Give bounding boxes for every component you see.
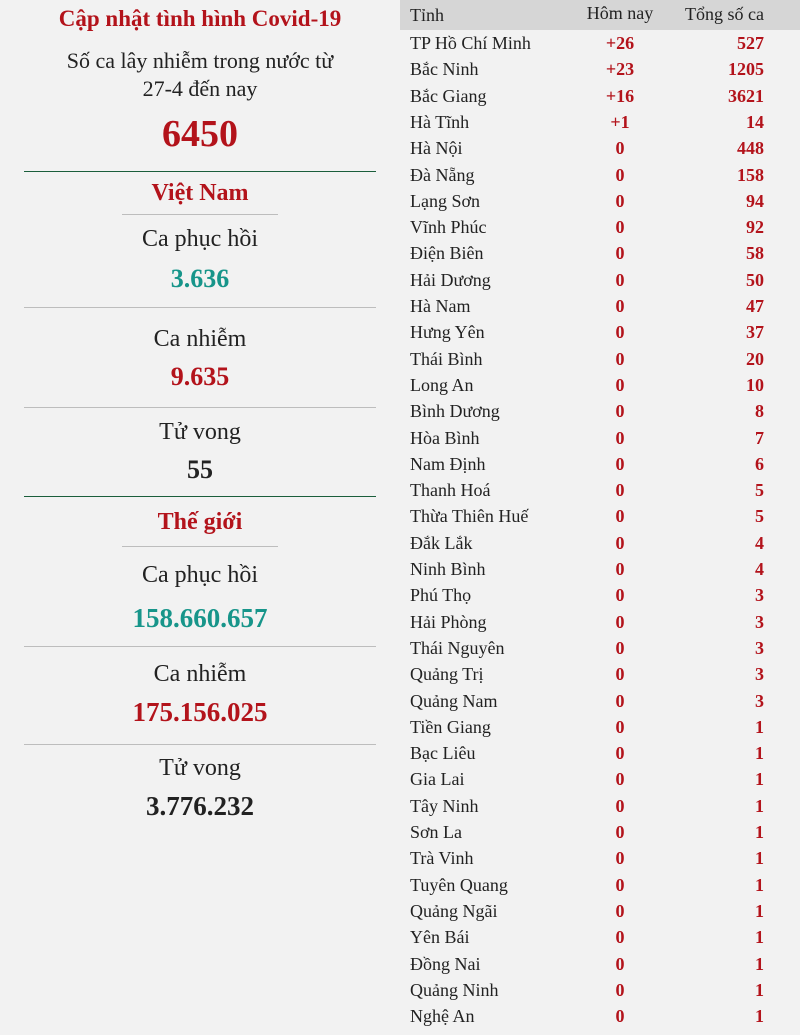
divider [24, 171, 376, 172]
province-name: Sơn La [410, 822, 463, 842]
table-body [400, 0, 800, 1035]
divider [122, 546, 278, 547]
province-name: Bắc Giang [410, 85, 487, 106]
panel-title: Cập nhật tình hình Covid-19 [58, 6, 342, 31]
total-cases: 3 [755, 690, 764, 711]
today-cases: 0 [615, 348, 625, 369]
province-name: TP Hồ Chí Minh [410, 33, 531, 53]
table-row [400, 767, 800, 793]
table-row [400, 873, 800, 899]
table-row [400, 978, 800, 1004]
total-cases: 6 [755, 453, 764, 474]
total-cases: 1 [755, 927, 764, 948]
header-today: Hôm nay [586, 3, 654, 23]
total-cases: 3 [755, 664, 764, 685]
table-row [400, 347, 800, 373]
province-name: Hải Phòng [410, 611, 487, 632]
world-recovered-value: 158.660.657 [132, 603, 268, 633]
total-cases: 158 [737, 164, 764, 185]
today-cases: 0 [615, 743, 625, 764]
today-cases: +26 [605, 33, 635, 53]
today-cases: 0 [615, 953, 625, 974]
total-cases: 94 [746, 190, 764, 211]
province-name: Hưng Yên [410, 322, 485, 343]
today-cases: 0 [615, 374, 625, 395]
today-cases: 0 [615, 190, 625, 211]
total-cases: 8 [755, 401, 764, 422]
table-row [400, 610, 800, 636]
vn-recovered-label: Ca phục hồi [142, 226, 258, 252]
today-cases: 0 [615, 164, 625, 185]
table-row [400, 294, 800, 320]
world-deaths-label: Tử vong [159, 755, 241, 781]
province-name: Quảng Ninh [410, 979, 499, 1000]
divider [24, 744, 376, 745]
total-cases: 10 [746, 374, 764, 395]
today-cases: 0 [615, 1006, 625, 1027]
total-cases: 448 [737, 138, 764, 159]
province-name: Tây Ninh [410, 795, 479, 816]
province-name: Thái Bình [410, 348, 483, 369]
today-cases: 0 [615, 138, 625, 159]
province-name: Hà Nam [410, 296, 471, 316]
total-cases: 58 [746, 243, 764, 264]
table-row [400, 163, 800, 189]
today-cases: +23 [605, 59, 635, 80]
divider [24, 307, 376, 308]
province-name: Quảng Nam [410, 690, 498, 711]
today-cases: 0 [615, 716, 625, 737]
province-name: Hải Dương [410, 269, 491, 290]
table-row [400, 189, 800, 215]
province-name: Gia Lai [410, 769, 465, 790]
province-name: Tuyên Quang [410, 874, 508, 895]
divider [24, 646, 376, 647]
table-row [400, 636, 800, 662]
province-name: Đà Nẵng [410, 164, 475, 185]
table-row [400, 84, 800, 110]
today-cases: 0 [615, 243, 625, 264]
vietnam-heading: Việt Nam [151, 180, 249, 206]
table-row [400, 241, 800, 267]
province-name: Bạc Liêu [410, 743, 476, 764]
today-cases: 0 [615, 979, 625, 1000]
divider [24, 407, 376, 408]
total-cases: 47 [746, 296, 764, 316]
total-cases: 4 [755, 559, 764, 579]
province-name: Hà Nội [410, 138, 463, 159]
today-cases: 0 [615, 690, 625, 711]
table-row [400, 504, 800, 530]
today-cases: 0 [615, 217, 625, 238]
world-recovered-label: Ca phục hồi [142, 562, 258, 588]
today-cases: 0 [615, 427, 625, 448]
province-name: Yên Bái [410, 927, 470, 948]
total-cases: 50 [746, 269, 764, 290]
total-cases: 1 [755, 1006, 764, 1027]
vn-deaths-label: Tử vong [159, 419, 241, 445]
today-cases: +1 [610, 111, 630, 132]
total-cases: 1 [755, 874, 764, 895]
today-cases: 0 [615, 585, 625, 606]
total-cases: 3 [755, 585, 764, 606]
province-name: Nam Định [410, 453, 486, 474]
today-cases: 0 [615, 795, 625, 816]
province-name: Bình Dương [410, 401, 500, 422]
total-cases: 1 [755, 900, 764, 921]
vn-recovered-value: 3.636 [170, 264, 230, 293]
divider [122, 214, 278, 215]
today-cases: 0 [615, 453, 625, 474]
total-cases: 3621 [728, 85, 764, 106]
table-row [400, 925, 800, 951]
domestic-subtitle-line1: Số ca lây nhiễm trong nước từ [66, 48, 334, 73]
table-row [400, 741, 800, 767]
today-cases: 0 [615, 900, 625, 921]
table-row [400, 557, 800, 583]
province-name: Hòa Bình [410, 427, 480, 448]
table-row [400, 662, 800, 688]
table-row [400, 820, 800, 846]
province-name: Long An [410, 374, 474, 395]
domestic-subtitle-line2: 27-4 đến nay [142, 76, 258, 101]
total-cases: 5 [755, 480, 764, 501]
table-row [400, 794, 800, 820]
province-name: Trà Vinh [410, 848, 474, 869]
table-row [400, 952, 800, 978]
province-name: Phú Thọ [410, 585, 472, 606]
province-name: Nghệ An [410, 1006, 475, 1027]
province-name: Điện Biên [410, 243, 484, 264]
province-name: Hà Tĩnh [410, 111, 470, 132]
total-cases: 4 [755, 532, 764, 553]
today-cases: 0 [615, 611, 625, 632]
table-row [400, 399, 800, 425]
total-cases: 3 [755, 611, 764, 632]
province-name: Ninh Bình [410, 559, 486, 579]
total-cases: 37 [746, 322, 764, 343]
province-name: Vĩnh Phúc [410, 217, 487, 238]
table-row [400, 110, 800, 136]
today-cases: 0 [615, 822, 625, 842]
total-cases: 3 [755, 637, 764, 658]
today-cases: 0 [615, 637, 625, 658]
table-row [400, 899, 800, 925]
table-row [400, 268, 800, 294]
header-province: Tỉnh [410, 5, 444, 25]
today-cases: 0 [615, 269, 625, 290]
total-cases: 1205 [728, 59, 764, 80]
table-row [400, 715, 800, 741]
today-cases: 0 [615, 480, 625, 501]
table-row [400, 31, 800, 57]
table-row [400, 215, 800, 241]
table-row [400, 478, 800, 504]
table-row [400, 320, 800, 346]
province-name: Thái Nguyên [410, 637, 505, 658]
today-cases: 0 [615, 848, 625, 869]
province-name: Thanh Hoá [410, 480, 491, 501]
total-cases: 527 [737, 33, 764, 53]
total-cases: 5 [755, 506, 764, 527]
today-cases: 0 [615, 296, 625, 316]
total-cases: 1 [755, 953, 764, 974]
province-name: Bắc Ninh [410, 59, 479, 80]
province-name: Thừa Thiên Huế [410, 506, 529, 527]
today-cases: 0 [615, 874, 625, 895]
table-row [400, 1004, 800, 1030]
today-cases: 0 [615, 769, 625, 790]
world-deaths-value: 3.776.232 [146, 791, 254, 821]
divider [24, 496, 376, 497]
table-row [400, 373, 800, 399]
today-cases: 0 [615, 559, 625, 579]
table-row [400, 689, 800, 715]
total-cases: 92 [746, 217, 764, 238]
table-row [400, 136, 800, 162]
domestic-total: 6450 [162, 113, 238, 155]
province-name: Đắk Lắk [410, 532, 473, 553]
table-row [400, 452, 800, 478]
world-infected-value: 175.156.025 [132, 697, 268, 727]
total-cases: 20 [746, 348, 764, 369]
province-name: Quảng Trị [410, 664, 484, 685]
total-cases: 1 [755, 848, 764, 869]
today-cases: 0 [615, 664, 625, 685]
table-row [400, 531, 800, 557]
vn-deaths-value: 55 [187, 455, 213, 484]
vn-infected-value: 9.635 [170, 362, 230, 391]
world-infected-label: Ca nhiễm [153, 661, 247, 687]
header-total: Tổng số ca [685, 4, 764, 24]
province-name: Đồng Nai [410, 953, 481, 974]
today-cases: 0 [615, 927, 625, 948]
today-cases: 0 [615, 401, 625, 422]
today-cases: 0 [615, 506, 625, 527]
table-row [400, 57, 800, 83]
total-cases: 1 [755, 822, 764, 842]
total-cases: 1 [755, 716, 764, 737]
today-cases: 0 [615, 532, 625, 553]
today-cases: +16 [605, 85, 635, 106]
total-cases: 7 [755, 427, 764, 448]
world-heading: Thế giới [157, 509, 243, 535]
province-name: Tiền Giang [410, 716, 491, 737]
total-cases: 1 [755, 769, 764, 790]
table-row [400, 846, 800, 872]
total-cases: 1 [755, 743, 764, 764]
vn-infected-label: Ca nhiễm [153, 326, 247, 352]
total-cases: 1 [755, 795, 764, 816]
table-row [400, 583, 800, 609]
table-row [400, 426, 800, 452]
today-cases: 0 [615, 322, 625, 343]
total-cases: 14 [746, 111, 764, 132]
total-cases: 1 [755, 979, 764, 1000]
province-name: Quảng Ngãi [410, 900, 498, 921]
province-name: Lạng Sơn [410, 190, 481, 211]
